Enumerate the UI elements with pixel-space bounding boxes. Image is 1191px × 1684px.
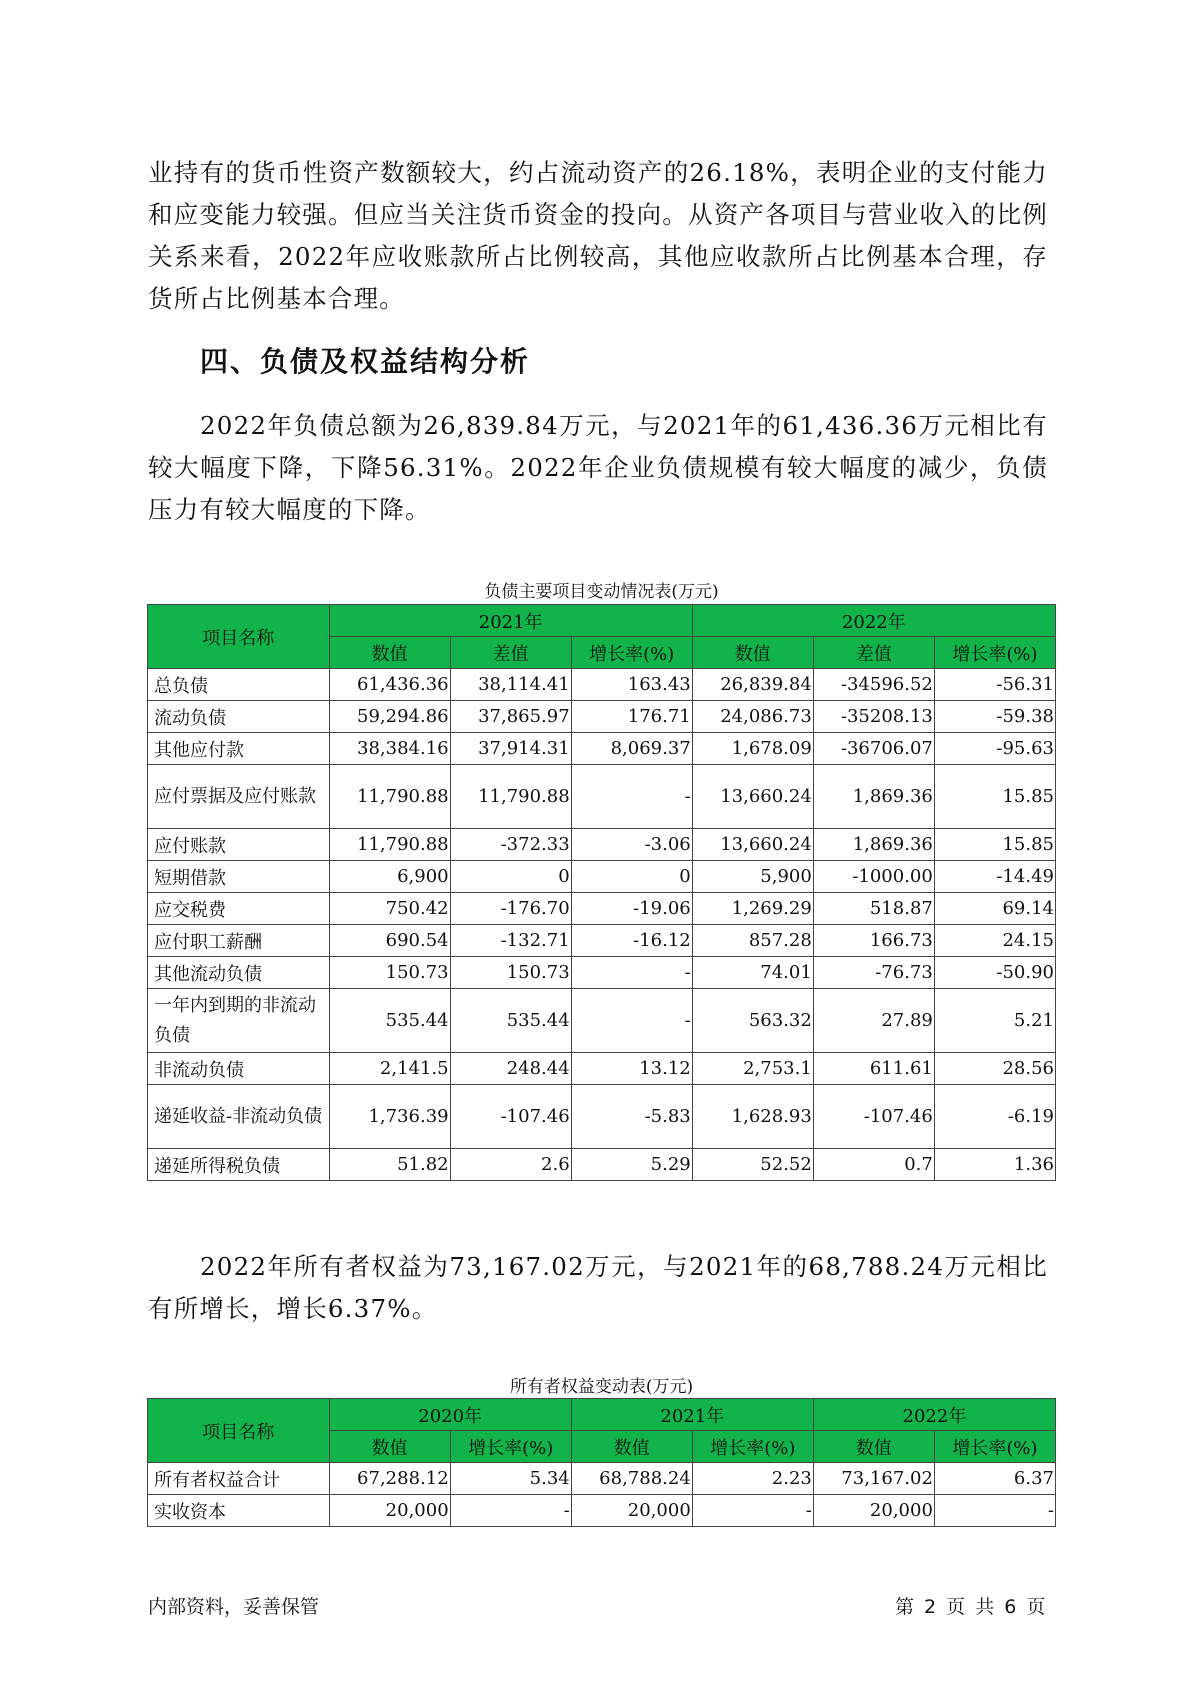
row-label: 其他应付款 xyxy=(148,733,330,765)
cell-value: 11,790.88 xyxy=(450,765,571,829)
cell-value: - xyxy=(571,957,692,989)
cell-value: 24.15 xyxy=(934,925,1055,957)
cell-value: -56.31 xyxy=(934,669,1055,701)
cell-value: 535.44 xyxy=(450,989,571,1053)
cell-value: 5.34 xyxy=(450,1463,571,1495)
row-label: 递延收益-非流动负债 xyxy=(148,1085,330,1149)
header-item-name: 项目名称 xyxy=(148,605,330,669)
cell-value: 8,069.37 xyxy=(571,733,692,765)
cell-value: 5,900 xyxy=(692,861,813,893)
row-label: 流动负债 xyxy=(148,701,330,733)
cell-value: - xyxy=(692,1495,813,1527)
cell-value: 611.61 xyxy=(813,1053,934,1085)
cell-value: 61,436.36 xyxy=(329,669,450,701)
cell-value: 150.73 xyxy=(329,957,450,989)
table-row xyxy=(148,1053,1056,1085)
cell-value: 1,736.39 xyxy=(329,1085,450,1149)
cell-value: 1,869.36 xyxy=(813,829,934,861)
cell-value: -132.71 xyxy=(450,925,571,957)
cell-value: -5.83 xyxy=(571,1085,692,1149)
cell-value: 74.01 xyxy=(692,957,813,989)
cell-value: -3.06 xyxy=(571,829,692,861)
cell-value: -372.33 xyxy=(450,829,571,861)
section-heading: 四、负债及权益结构分析 xyxy=(200,345,531,378)
cell-value: -34596.52 xyxy=(813,669,934,701)
subheader-value: 数值 xyxy=(329,637,450,669)
cell-value: 163.43 xyxy=(571,669,692,701)
subheader-growth-rate: 增长率(%) xyxy=(450,1431,571,1463)
cell-value: 0 xyxy=(450,861,571,893)
subheader-value: 数值 xyxy=(329,1431,450,1463)
cell-value: 67,288.12 xyxy=(329,1463,450,1495)
cell-value: 1,678.09 xyxy=(692,733,813,765)
footer-page-number: 第 2 页 共 6 页 xyxy=(895,1596,1046,1618)
subheader-difference: 差值 xyxy=(813,637,934,669)
cell-value: 0.7 xyxy=(813,1149,934,1181)
cell-value: 150.73 xyxy=(450,957,571,989)
subheader-growth-rate: 增长率(%) xyxy=(934,1431,1055,1463)
header-year: 2022年 xyxy=(692,605,1055,637)
cell-value: -107.46 xyxy=(450,1085,571,1149)
cell-value: -36706.07 xyxy=(813,733,934,765)
row-label: 应交税费 xyxy=(148,893,330,925)
cell-value: 37,865.97 xyxy=(450,701,571,733)
subheader-growth-rate: 增长率(%) xyxy=(934,637,1055,669)
row-label: 总负债 xyxy=(148,669,330,701)
table-row xyxy=(148,989,1056,1053)
header-year: 2020年 xyxy=(329,1399,571,1431)
table-row xyxy=(148,957,1056,989)
cell-value: 13,660.24 xyxy=(692,829,813,861)
table-row xyxy=(148,669,1056,701)
cell-value: 2.23 xyxy=(692,1463,813,1495)
cell-value: -107.46 xyxy=(813,1085,934,1149)
table-row xyxy=(148,829,1056,861)
cell-value: 857.28 xyxy=(692,925,813,957)
cell-value: 68,788.24 xyxy=(571,1463,692,1495)
cell-value: 11,790.88 xyxy=(329,829,450,861)
cell-value: 690.54 xyxy=(329,925,450,957)
cell-value: 563.32 xyxy=(692,989,813,1053)
row-label: 递延所得税负债 xyxy=(148,1149,330,1181)
cell-value: 6,900 xyxy=(329,861,450,893)
cell-value: 24,086.73 xyxy=(692,701,813,733)
table-row xyxy=(148,733,1056,765)
cell-value: -95.63 xyxy=(934,733,1055,765)
cell-value: -14.49 xyxy=(934,861,1055,893)
cell-value: 28.56 xyxy=(934,1053,1055,1085)
cell-value: -1000.00 xyxy=(813,861,934,893)
paragraph-liability-summary: 2022年负债总额为26,839.84万元，与2021年的61,436.36万元相比有较大幅度下降，下降56.31%。2022年企业负债规模有较大幅度的减少，负债压力有较大幅度的下降。 xyxy=(148,411,1048,524)
cell-value: 69.14 xyxy=(934,893,1055,925)
cell-value: 37,914.31 xyxy=(450,733,571,765)
row-label: 应付职工薪酬 xyxy=(148,925,330,957)
cell-value: -16.12 xyxy=(571,925,692,957)
cell-value: -176.70 xyxy=(450,893,571,925)
table-row xyxy=(148,1085,1056,1149)
cell-value: 38,114.41 xyxy=(450,669,571,701)
cell-value: 176.71 xyxy=(571,701,692,733)
subheader-value: 数值 xyxy=(571,1431,692,1463)
subheader-growth-rate: 增长率(%) xyxy=(692,1431,813,1463)
subheader-value: 数值 xyxy=(813,1431,934,1463)
cell-value: 27.89 xyxy=(813,989,934,1053)
paragraph-equity-summary: 2022年所有者权益为73,167.02万元，与2021年的68,788.24万元相比有所增长，增长6.37%。 xyxy=(148,1252,1048,1323)
cell-value: 20,000 xyxy=(329,1495,450,1527)
equity-table xyxy=(147,1398,1056,1527)
row-label: 其他流动负债 xyxy=(148,957,330,989)
cell-value: 38,384.16 xyxy=(329,733,450,765)
cell-value: - xyxy=(571,989,692,1053)
paragraph-asset-analysis: 业持有的货币性资产数额较大，约占流动资产的26.18%，表明企业的支付能力和应变能力较强。但应当关注货币资金的投向。从资产各项目与营业收入的比例关系来看，2022年应收账款所占比例较高，其他应收款所占比例基本合理，存货所占比例基本合理。 xyxy=(148,158,1048,313)
row-label: 所有者权益合计 xyxy=(148,1463,330,1495)
footer-confidential-note: 内部资料，妥善保管 xyxy=(148,1596,320,1618)
cell-value: 518.87 xyxy=(813,893,934,925)
row-label: 应付票据及应付账款 xyxy=(148,765,330,829)
subheader-value: 数值 xyxy=(692,637,813,669)
table-caption-equity: 所有者权益变动表(万元) xyxy=(509,1377,694,1397)
cell-value: 51.82 xyxy=(329,1149,450,1181)
cell-value: 5.29 xyxy=(571,1149,692,1181)
cell-value: 20,000 xyxy=(571,1495,692,1527)
cell-value: 52.52 xyxy=(692,1149,813,1181)
header-year: 2021年 xyxy=(329,605,692,637)
cell-value: 2.6 xyxy=(450,1149,571,1181)
cell-value: - xyxy=(450,1495,571,1527)
table-row xyxy=(148,701,1056,733)
cell-value: 248.44 xyxy=(450,1053,571,1085)
header-year: 2022年 xyxy=(813,1399,1055,1431)
table-row xyxy=(148,1149,1056,1181)
table-row xyxy=(148,1463,1056,1495)
header-year: 2021年 xyxy=(571,1399,813,1431)
header-item-name: 项目名称 xyxy=(148,1399,330,1463)
cell-value: 59,294.86 xyxy=(329,701,450,733)
row-label: 一年内到期的非流动负债 xyxy=(148,989,330,1053)
cell-value: 1,869.36 xyxy=(813,765,934,829)
table-caption-liabilities: 负债主要项目变动情况表(万元) xyxy=(484,582,719,602)
cell-value: 0 xyxy=(571,861,692,893)
table-row xyxy=(148,765,1056,829)
row-label: 应付账款 xyxy=(148,829,330,861)
cell-value: 13.12 xyxy=(571,1053,692,1085)
row-label: 短期借款 xyxy=(148,861,330,893)
cell-value: 20,000 xyxy=(813,1495,934,1527)
cell-value: 73,167.02 xyxy=(813,1463,934,1495)
cell-value: - xyxy=(934,1495,1055,1527)
row-label: 实收资本 xyxy=(148,1495,330,1527)
table-row xyxy=(148,1495,1056,1527)
cell-value: 1,269.29 xyxy=(692,893,813,925)
cell-value: -59.38 xyxy=(934,701,1055,733)
cell-value: 13,660.24 xyxy=(692,765,813,829)
cell-value: - xyxy=(571,765,692,829)
table-row xyxy=(148,925,1056,957)
cell-value: -6.19 xyxy=(934,1085,1055,1149)
table-row xyxy=(148,893,1056,925)
cell-value: 6.37 xyxy=(934,1463,1055,1495)
table-row xyxy=(148,861,1056,893)
cell-value: -50.90 xyxy=(934,957,1055,989)
cell-value: 11,790.88 xyxy=(329,765,450,829)
cell-value: 1,628.93 xyxy=(692,1085,813,1149)
cell-value: -19.06 xyxy=(571,893,692,925)
cell-value: 2,753.1 xyxy=(692,1053,813,1085)
cell-value: 26,839.84 xyxy=(692,669,813,701)
cell-value: 166.73 xyxy=(813,925,934,957)
cell-value: 2,141.5 xyxy=(329,1053,450,1085)
cell-value: -76.73 xyxy=(813,957,934,989)
cell-value: 1.36 xyxy=(934,1149,1055,1181)
cell-value: 535.44 xyxy=(329,989,450,1053)
liabilities-table xyxy=(147,604,1056,1181)
cell-value: 5.21 xyxy=(934,989,1055,1053)
row-label: 非流动负债 xyxy=(148,1053,330,1085)
subheader-growth-rate: 增长率(%) xyxy=(571,637,692,669)
cell-value: -35208.13 xyxy=(813,701,934,733)
subheader-difference: 差值 xyxy=(450,637,571,669)
cell-value: 15.85 xyxy=(934,829,1055,861)
cell-value: 750.42 xyxy=(329,893,450,925)
cell-value: 15.85 xyxy=(934,765,1055,829)
